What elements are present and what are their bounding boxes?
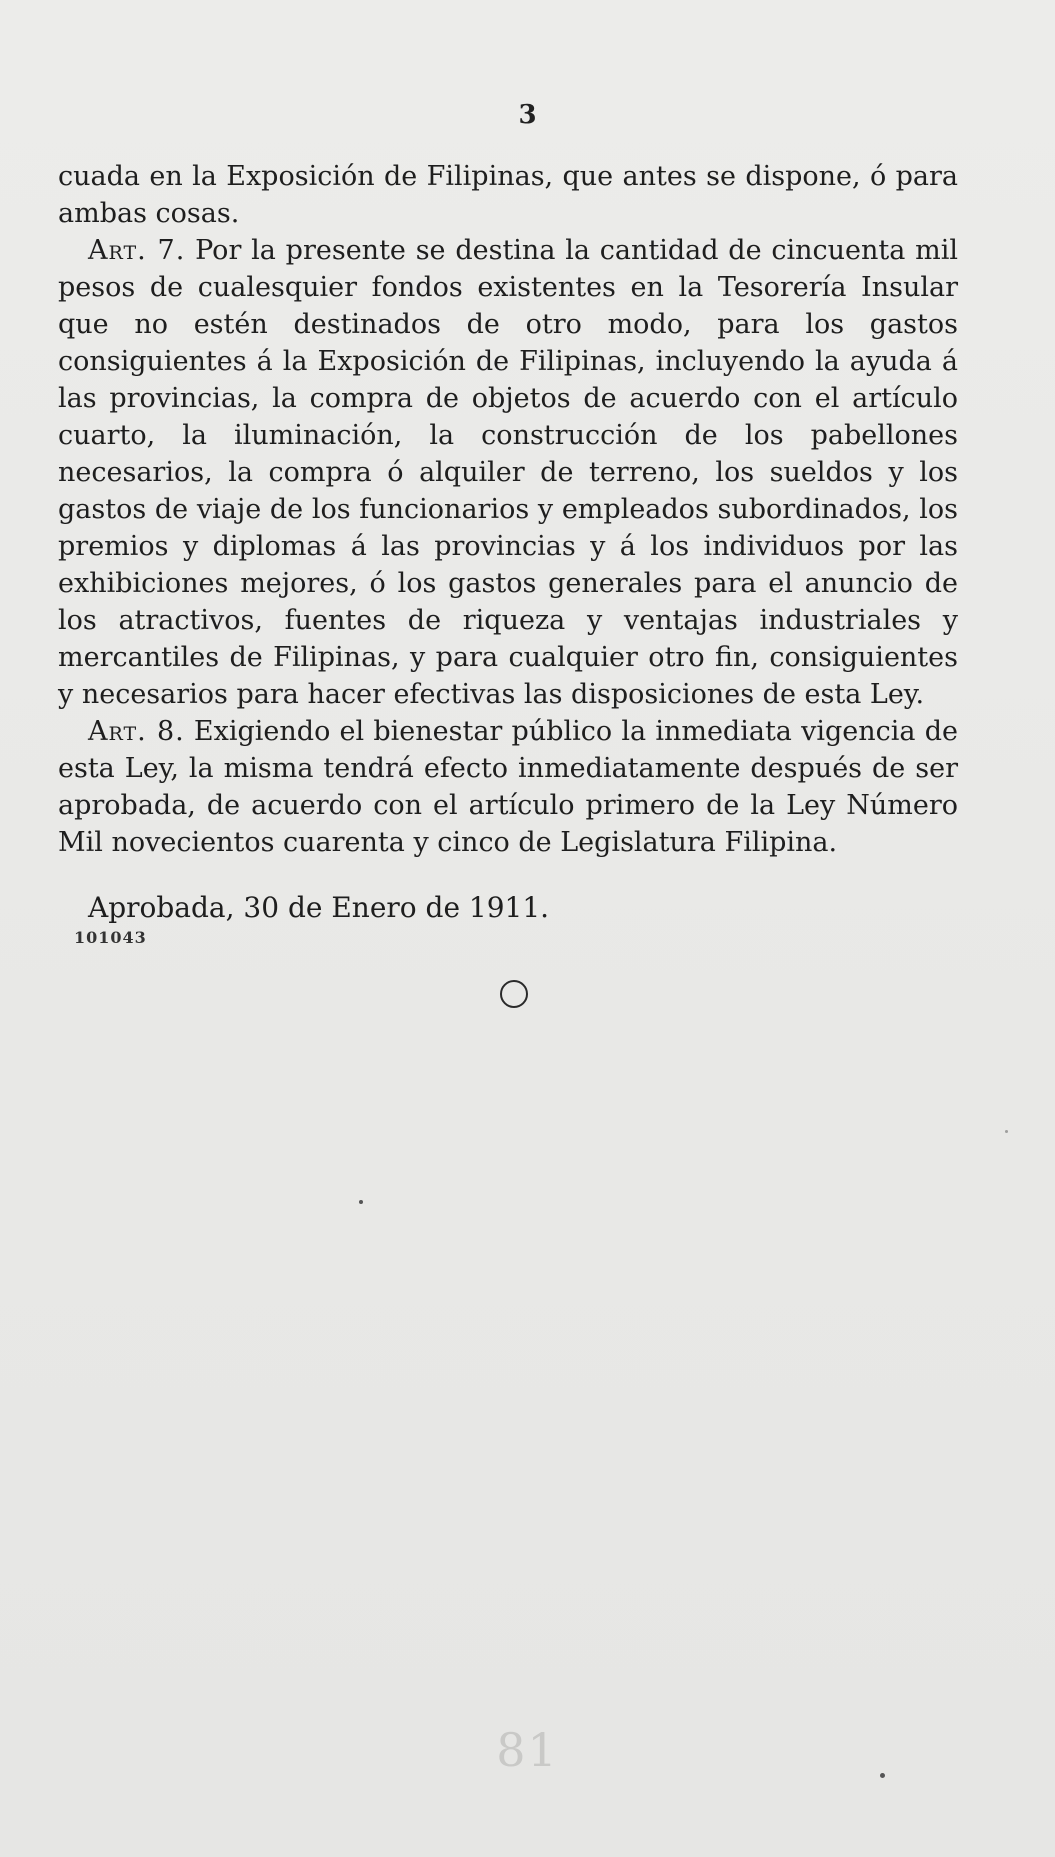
article-7-text: Por la presente se destina la cantidad de cincuenta mil pesos de cualesquier fondos existentes en la Tesorería Insular que no estén destinados de otro modo, para los gastos consiguientes á la Exposición de Filipinas, incluyendo la ayuda á las provincias, la compra de objetos de acuerdo con el artículo cuarto, la iluminación, la construcción de los pabellones necesarios, la compra ó alquiler de terreno, los sueldos y los gastos de viaje de los funcionarios y empleados subordinados, los premios y diplomas á las provincias y á los individuos por las exhibiciones mejores, ó los gastos generales para el anuncio de los atractivos, fuentes de riqueza y ventajas industriales y mercantiles de Filipinas, y para cualquier otro fin, consiguientes y necesarios para hacer efectivas las disposiciones de esta Ley. [58,235,959,710]
article-8-paragraph [58,713,958,861]
approval-date: Aprobada, 30 de Enero de 1911. [88,891,550,924]
article-7-paragraph [58,232,958,713]
article-7-label: Art. 7. [88,235,186,266]
scan-speck [359,1200,363,1204]
folio-number: 81 [496,1723,559,1777]
paragraph-continuation [58,158,958,232]
print-code: 101043 [74,928,147,947]
body-text [58,158,958,861]
end-circle-mark [500,980,528,1008]
page-number: 3 [518,100,537,130]
article-8-label: Art. 8. [88,716,185,747]
article-8-text: Exigiendo el bienestar público la inmediata vigencia de esta Ley, la misma tendrá efecto inmediatamente después de ser aprobada, de acuerdo con el artículo primero de la Ley Número Mil novecientos cuarenta y cinco de Legislatura Filipina. [58,716,958,858]
scan-speck [1005,1130,1008,1133]
scan-speck [880,1773,885,1778]
paragraph-text: cuada en la Exposición de Filipinas, que antes se dispone, ó para ambas cosas. [58,161,958,229]
